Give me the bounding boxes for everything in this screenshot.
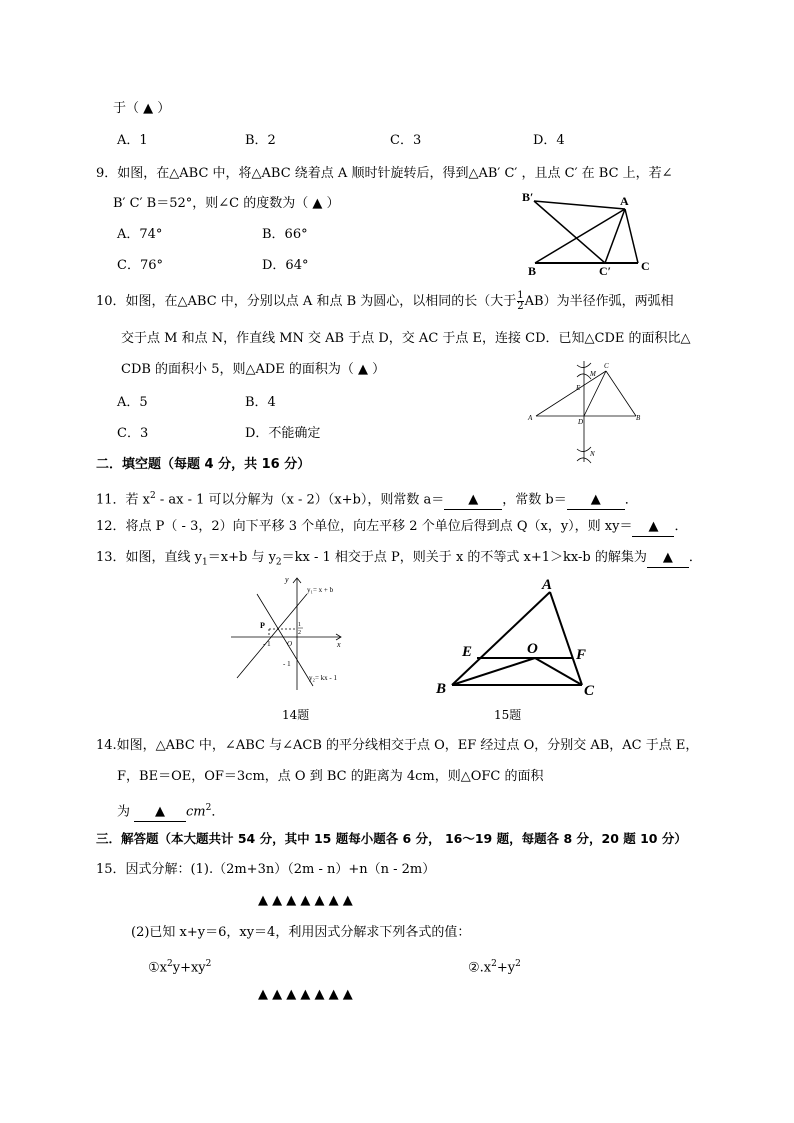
q10-option-b: B．4 xyxy=(245,395,276,410)
fig14-label-origin: O xyxy=(287,640,293,648)
q13-part-c: ＝kx - 1 相交于点 P，则关于 x 的不等式 x+1＞kx-b 的解集为 xyxy=(281,550,647,565)
q9-option-a: A．74° xyxy=(117,227,163,242)
q9-label-cprime: C′ xyxy=(599,264,612,276)
q9-option-d: D．64° xyxy=(262,258,309,273)
q15-part2: (2)已知 x+y＝6，xy＝4，利用因式分解求下列各式的值： xyxy=(131,925,471,940)
q15-sub2 xyxy=(468,955,521,977)
q13 xyxy=(96,549,702,572)
fig14-label-one: 1 xyxy=(298,622,301,628)
q14-unit: cm xyxy=(186,804,206,820)
q14-stem-line2: F，BE＝OE，OF＝3cm，点 O 到 BC 的距离为 4cm，则△OFC 的面积 xyxy=(117,769,544,784)
q9-label-a: A xyxy=(620,194,629,208)
q9-figure xyxy=(520,188,660,276)
q9-stem-line1: 9．如图，在△ABC 中，将△ABC 绕着点 A 顺时针旋转后，得到△AB′ C′ ，且点 C′ 在 BC 上，若∠ xyxy=(96,166,673,181)
q15-sub1-exp2: 2 xyxy=(205,959,212,969)
section-3-heading: 三．解答题（本大题共计 54 分，其中 15 题每小题各 6 分， 16～19 题，每题各 8 分，20 题 10 分） xyxy=(96,831,687,846)
q9-option-c: C．76° xyxy=(117,258,163,273)
fig14-label-neg1-x: - 1 xyxy=(263,640,271,648)
q14-line3-suffix: ． xyxy=(211,804,225,820)
q9-stem-line2: B′ C′ B＝52°，则∠C 的度数为（ ▲ ） xyxy=(113,196,340,211)
q8-option-d: D．4 xyxy=(533,133,565,148)
q10-label-b: B xyxy=(636,414,641,422)
q11-exponent: 2 xyxy=(150,491,156,501)
q10-figure xyxy=(524,358,646,466)
q15-sub2-a: ②.x xyxy=(468,960,492,976)
fig15-label-a: A xyxy=(542,577,553,593)
q9-label-c: C xyxy=(641,259,650,273)
q11-blank-b[interactable]: ▲ xyxy=(567,491,625,510)
fig14-label-y1: y₁= x + b xyxy=(307,586,334,594)
q12-part-a: 12．将点 P（ - 3，2）向下平移 3 个单位，向左平移 2 个单位后得到点 Q（x，y），则 xy＝ xyxy=(96,519,633,534)
q9-label-b: B xyxy=(528,264,537,276)
q14-blank[interactable]: ▲ xyxy=(134,803,186,822)
q10-label-d: D xyxy=(578,418,584,426)
q9-label-bprime: B′ xyxy=(522,190,534,204)
fig14-label-p: P xyxy=(260,621,265,630)
q10-fraction xyxy=(517,291,523,312)
q11-part-b: - ax - 1 可以分解为（x - 2）（x+b），则常数 a＝ xyxy=(155,492,445,508)
q10-label-a: A xyxy=(528,414,533,422)
q12-blank[interactable]: ▲ xyxy=(632,518,674,537)
fig14-label-x: x xyxy=(337,640,341,649)
q14-stem-line1: 14.如图，△ABC 中，∠ABC 与∠ACB 的平分线相交于点 O，EF 经过点 O，分别交 AB，AC 于点 E， xyxy=(96,738,699,753)
q10-line1-part-a: 10．如图，在△ABC 中，分别以点 A 和点 B 为圆心，以相同的长（大于 xyxy=(96,294,517,309)
q14-unit-exponent: 2 xyxy=(205,803,212,813)
q15-answer-placeholder-2: ▲ ▲ ▲ ▲ ▲ ▲ ▲ xyxy=(258,987,353,1002)
q11-part-a: 11．若 x xyxy=(96,492,151,508)
fig14-label-two: 2 xyxy=(298,630,301,636)
q8-option-c: C．3 xyxy=(390,133,422,148)
fig15-label-f: F xyxy=(576,647,587,663)
q10-label-m: M xyxy=(590,370,596,378)
q13-part-a: 13．如图，直线 y xyxy=(96,550,203,565)
q10-frac-den: 2 xyxy=(517,301,524,312)
section-2-heading: 二．填空题（每题 4 分，共 16 分） xyxy=(96,457,311,472)
q10-option-d: D．不能确定 xyxy=(245,426,321,441)
q11-blank-a[interactable]: ▲ xyxy=(444,491,502,510)
q15-answer-placeholder-1: ▲ ▲ ▲ ▲ ▲ ▲ ▲ xyxy=(258,893,353,908)
fig14-label-neg1-y: - 1 xyxy=(283,660,291,668)
q13-part-d: ． xyxy=(688,550,702,565)
fig14-caption: 14题 xyxy=(282,708,310,722)
q11-part-c: ，常数 b＝ xyxy=(502,492,567,508)
q15-sub2-exp2: 2 xyxy=(515,959,521,969)
q15-sub2-exp1: 2 xyxy=(491,959,497,969)
q12 xyxy=(96,518,687,537)
q9-option-b: B．66° xyxy=(262,227,308,242)
q10-option-c: C．3 xyxy=(117,426,149,441)
q15-part1: 15．因式分解：(1).（2m+3n）（2m - n）+n（n - 2m） xyxy=(96,862,436,877)
fig14-label-y2: y₂= kx - 1 xyxy=(309,674,337,682)
fig15-label-o: O xyxy=(527,641,538,657)
q13-sub2: 2 xyxy=(275,557,282,568)
q8-stem-tail: 于（ ▲ ） xyxy=(113,101,171,116)
fig15-label-e: E xyxy=(462,644,473,660)
q10-stem-line3: CDB 的面积小 5，则△ADE 的面积为（ ▲ ） xyxy=(121,362,386,377)
q11-part-d: ． xyxy=(624,492,638,508)
q14-line3-prefix: 为 xyxy=(117,804,131,820)
q15-sub1 xyxy=(148,955,211,977)
q10-stem-line1 xyxy=(96,291,674,312)
q10-stem-line2: 交于点 M 和点 N，作直线 MN 交 AB 于点 D，交 AC 于点 E，连接 CD．已知△CDE 的面积比△ xyxy=(121,331,691,346)
fig15-triangle xyxy=(428,575,608,700)
q15-sub1-exp1: 2 xyxy=(167,959,173,969)
q10-label-c: C xyxy=(604,362,609,370)
fig15-caption: 15题 xyxy=(494,708,522,722)
q15-sub2-b: +y xyxy=(496,960,516,976)
q10-line1-part-b: AB）为半径作弧，两弧相 xyxy=(524,294,674,309)
fig14-label-y: y xyxy=(285,575,289,584)
q10-label-e: E xyxy=(576,384,581,392)
q11 xyxy=(96,487,638,510)
fig15-label-c: C xyxy=(584,683,595,699)
q15-sub1-a: ①x xyxy=(148,960,167,976)
fig14-graph xyxy=(225,574,350,692)
q8-option-a: A．1 xyxy=(117,133,148,148)
q13-part-b: ＝x+b 与 y xyxy=(207,550,276,565)
q10-option-a: A．5 xyxy=(117,395,148,410)
q8-option-b: B．2 xyxy=(245,133,276,148)
q13-sub1: 1 xyxy=(202,557,208,568)
q14-stem-line3 xyxy=(117,799,224,822)
q13-blank[interactable]: ▲ xyxy=(647,549,689,568)
q15-sub1-b: y+xy xyxy=(172,960,206,976)
fig15-label-b: B xyxy=(436,681,447,697)
q10-frac-num: 1 xyxy=(517,290,524,301)
q12-part-b: ． xyxy=(674,519,688,534)
q10-label-n: N xyxy=(590,450,595,458)
